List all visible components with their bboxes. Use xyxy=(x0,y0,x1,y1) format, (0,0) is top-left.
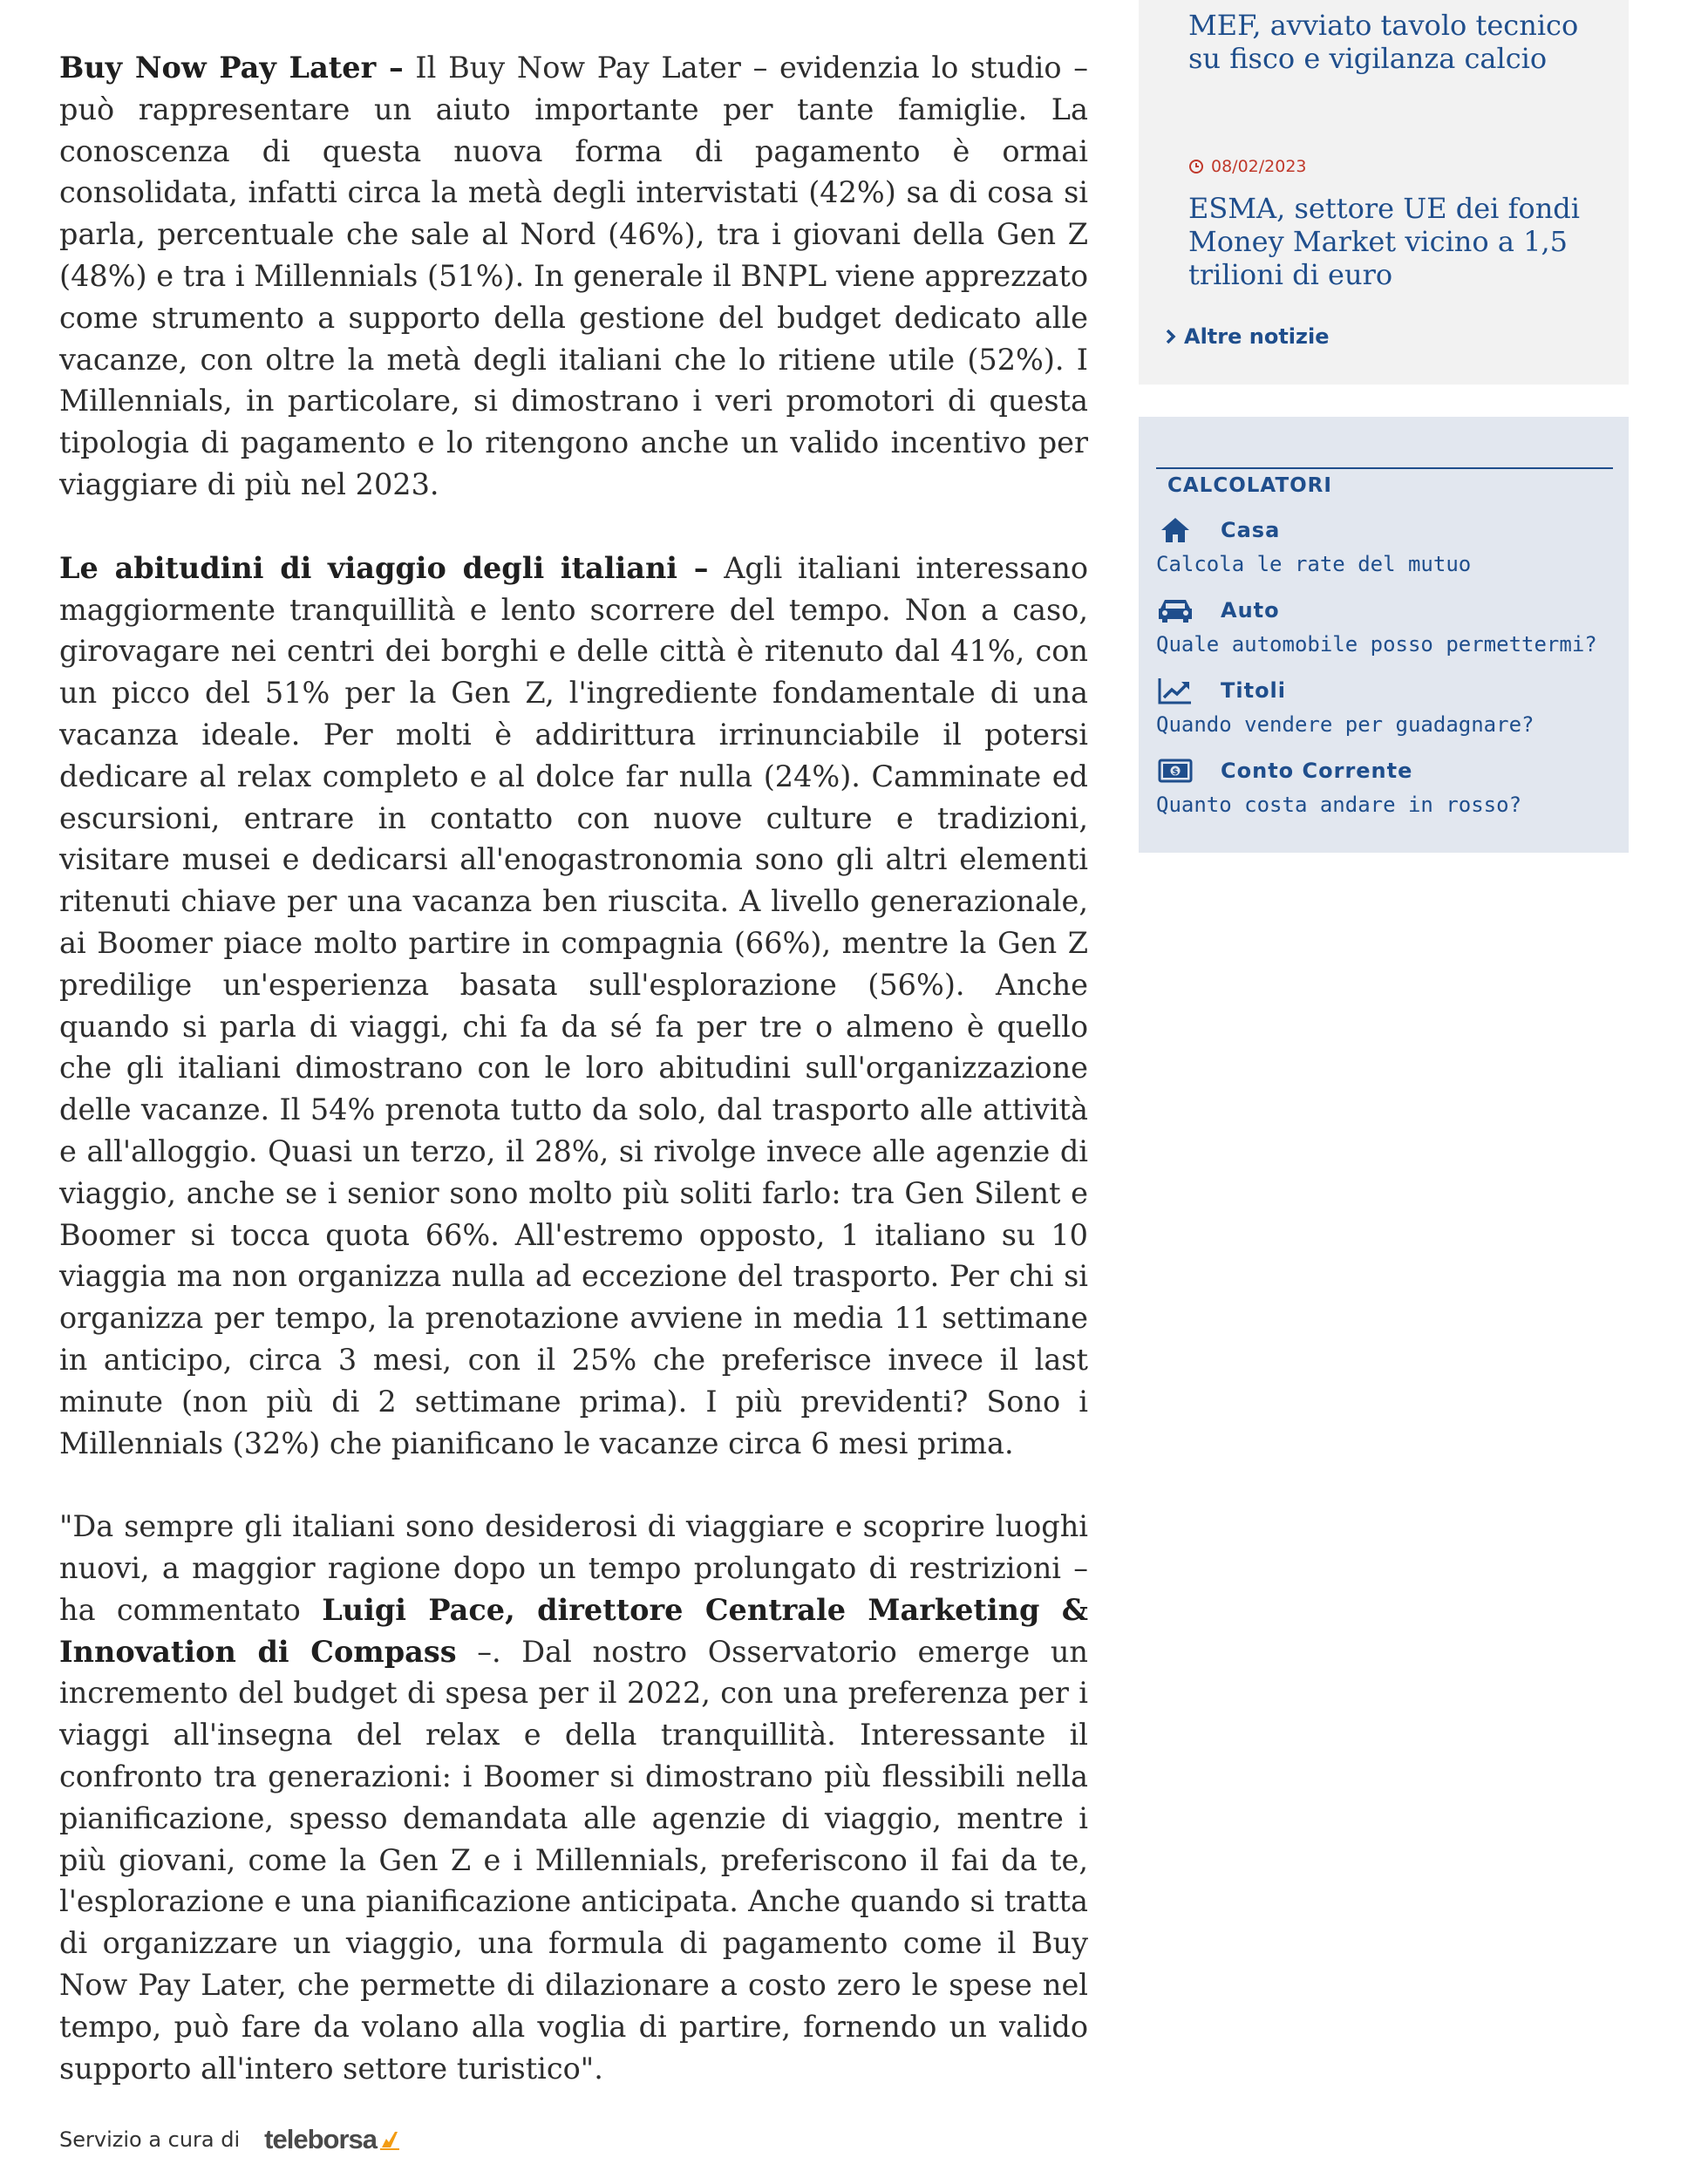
article-paragraph-bnpl xyxy=(59,47,1088,506)
more-news-link[interactable] xyxy=(1165,324,1330,349)
news-link-mef[interactable]: MEF, avviato tavolo tecnico su fisco e vigilanza calcio xyxy=(1188,9,1579,75)
calculator-name: Titoli xyxy=(1221,678,1287,703)
article-body xyxy=(59,47,1088,2131)
chevron-right-icon xyxy=(1165,329,1177,344)
calculators-box xyxy=(1139,417,1629,853)
news-date-text: 08/02/2023 xyxy=(1211,157,1307,176)
calculator-description: Quando vendere per guadagnare? xyxy=(1156,712,1534,737)
calculator-conto-corrente[interactable] xyxy=(1156,753,1618,818)
service-credit xyxy=(59,2124,401,2155)
paragraph-lead: Buy Now Pay Later – xyxy=(59,51,404,85)
calculator-name: Auto xyxy=(1221,598,1280,623)
calculator-name: Conto Corrente xyxy=(1221,759,1413,783)
article-paragraph-travel-habits xyxy=(59,548,1088,1465)
car-icon xyxy=(1156,593,1194,628)
calculator-description: Calcola le rate del mutuo xyxy=(1156,552,1472,576)
logo-text: teleborsa xyxy=(264,2124,378,2154)
paragraph-lead: Le abitudini di viaggio degli italiani – xyxy=(59,550,709,585)
teleborsa-logo[interactable] xyxy=(264,2124,401,2155)
paragraph-text: Agli italiani interessano maggiormente tranquillità e lento scorrere del tempo. Non a caso, girovagare nei centri dei borghi e delle città è ritenuto dal 41%, con un picco del 51% per la Gen Z, l'ingrediente fondamentale di una vacanza ideale. Per molti è addirittura irrinunciabile il potersi dedicare al relax completo e al dolce far nulla (24%). Camminate ed escursioni, entrare in contatto con nuove culture e tradizioni, visitare musei e dedicarsi all'enogastronomia sono gli altri elementi ritenuti chiave per una vacanza ben riuscita. A livello generazionale, ai Boomer piace molto partire in compagnia (66%), mentre la Gen Z predilige un'esperienza basata sull'esplorazione (56%). Anche quando si parla di viaggi, chi fa da sé fa per tre o almeno è quello che gli italiani dimostrano con le loro abitudini sull'organizzazione delle vacanze. Il 54% prenota tutto da solo, dal trasporto alle attività e all'alloggio. Quasi un terzo, il 28%, si rivolge invece alle agenzie di viaggio, anche se i senior sono molto più soliti farlo: tra Gen Silent e Boomer si tocca quota 66%. All'estremo opposto, 1 italiano su 10 viaggia ma non organizza nulla ad eccezione del trasporto. Per chi si organizza per tempo, la prenotazione avviene in media 11 settimane in anticipo, circa 3 mesi, con il 25% che preferisce invece il last minute (non più di 2 settimane prima). I più previdenti? Sono i Millennials (32%) che pianificano le vacanze circa 6 mesi prima. xyxy=(59,550,1088,1460)
news-date xyxy=(1188,153,1629,180)
logo-mark-icon xyxy=(378,2128,401,2151)
banknote-icon xyxy=(1156,753,1194,788)
quote-text-start: "Da sempre gli italiani sono desiderosi di viaggiare e scoprire luoghi nuovi, a maggior ragione dopo un tempo prolungato di restrizioni – ha commentato xyxy=(59,1509,1088,1627)
calculator-description: Quanto costa andare in rosso? xyxy=(1156,793,1522,817)
more-news-label: Altre notizie xyxy=(1184,324,1330,349)
news-link-esma[interactable]: ESMA, settore UE dei fondi Money Market vicino a 1,5 trilioni di euro xyxy=(1188,192,1581,291)
related-news-box xyxy=(1139,0,1629,385)
trend-chart-icon xyxy=(1156,673,1194,708)
article-paragraph-quote xyxy=(59,1506,1088,2089)
calculators-heading: CALCOLATORI xyxy=(1167,474,1332,497)
calculator-casa[interactable] xyxy=(1156,513,1618,577)
clock-icon xyxy=(1188,159,1204,174)
home-icon xyxy=(1156,513,1194,548)
calculator-name: Casa xyxy=(1221,518,1281,542)
calculator-description: Quale automobile posso permettermi? xyxy=(1156,632,1597,657)
calculator-titoli[interactable] xyxy=(1156,673,1618,738)
quote-speaker: Luigi Pace, direttore Centrale Marketing & Innovation di Compass xyxy=(59,1592,1088,1669)
svg-text:$: $ xyxy=(1172,767,1179,777)
service-credit-label: Servizio a cura di xyxy=(59,2127,241,2152)
calculator-auto[interactable] xyxy=(1156,593,1618,657)
calculators-divider xyxy=(1156,467,1613,469)
paragraph-text: Il Buy Now Pay Later – evidenzia lo studio – può rappresentare un aiuto importante per tante famiglie. La conoscenza di questa nuova forma di pagamento è ormai consolidata, infatti circa la metà degli intervistati (42%) sa di cosa si parla, percentuale che sale al Nord (46%), tra i giovani della Gen Z (48%) e tra i Millennials (51%). In generale il BNPL viene apprezzato come strumento a supporto della gestione del budget dedicato alle vacanze, con oltre la metà degli italiani che lo ritiene utile (52%). I Millennials, in particolare, si dimostrano i veri promotori di questa tipologia di pagamento e lo ritengono anche un valido incentivo per viaggiare di più nel 2023. xyxy=(59,51,1088,501)
quote-text-end: –. Dal nostro Osservatorio emerge un incremento del budget di spesa per il 2022, con una preferenza per i viaggi all'insegna del relax e della tranquillità. Interessante il confronto tra generazioni: i Boomer si dimostrano più flessibili nella pianificazione, spesso demandata alle agenzie di viaggio, mentre i più giovani, come la Gen Z e i Millennials, preferiscono il fai da te, l'esplorazione e una pianificazione anticipata. Anche quando si tratta di organizzare un viaggio, una formula di pagamento come il Buy Now Pay Later, che permette di dilazionare a costo zero le spese nel tempo, può fare da volano alla voglia di partire, fornendo un valido supporto all'intero settore turistico". xyxy=(59,1634,1088,2086)
